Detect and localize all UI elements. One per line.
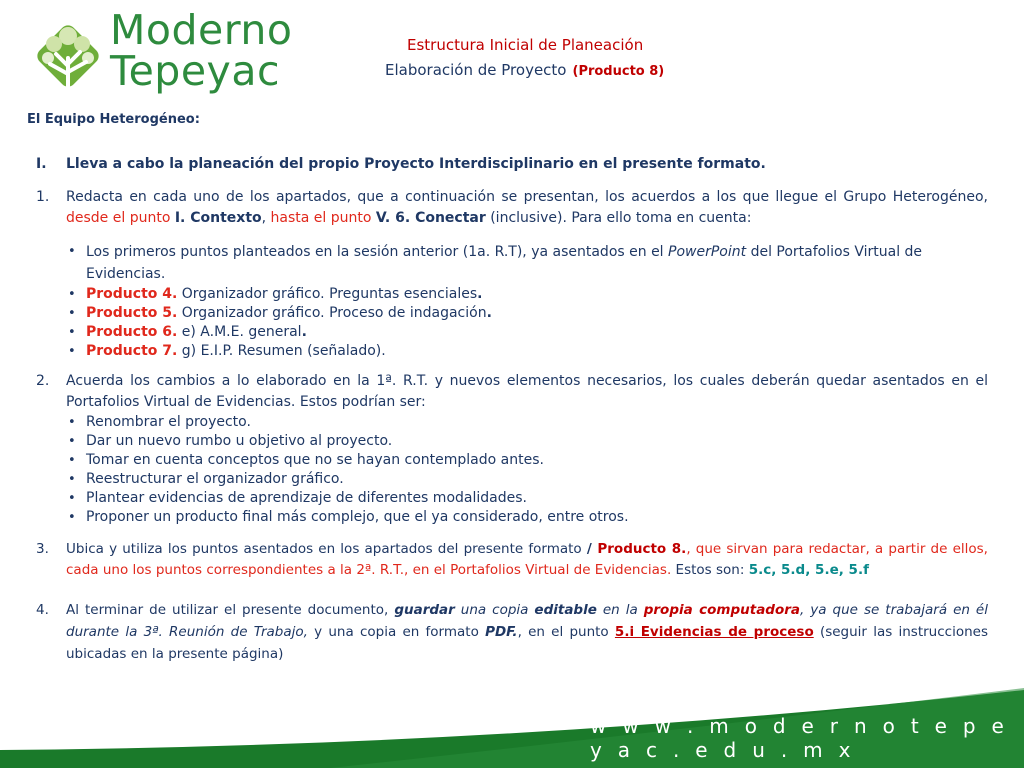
instruction-number: 1.: [36, 189, 50, 205]
instruction-I: [36, 154, 988, 181]
instruction-text: y una copia en formato: [307, 624, 486, 640]
instruction-text: Redacta en cada uno de los apartados, que a continuación se presentan, los acuerdos a los que llegue el Grupo Heterogéneo,: [66, 189, 988, 205]
product-label: Producto 6.: [86, 324, 178, 340]
instruction-text: (seguir las instrucciones ubicadas en la presente página): [66, 624, 988, 662]
brand-name: [110, 6, 293, 95]
list-item: [36, 323, 988, 342]
instruction-number: 2.: [36, 373, 50, 389]
tree-logo-icon: [26, 14, 110, 98]
product-tag: (Producto 8): [572, 64, 665, 79]
list-item-end: .: [486, 305, 492, 321]
instruction-text-bold: I. Contexto: [174, 210, 262, 226]
list-item: [36, 241, 988, 285]
product-label: Producto 5.: [86, 305, 178, 321]
instruction-codes: 5.c, 5.d, 5.e, 5.f: [748, 562, 869, 578]
instruction-text-highlight: desde el punto: [66, 210, 175, 226]
instruction-number: 3.: [36, 541, 49, 557]
product-label: Producto 4.: [86, 286, 178, 302]
list-item-text: e) A.M.E. general: [177, 324, 302, 340]
instruction-text-bold: guardar: [394, 602, 455, 618]
instruction-text-highlight: propia computadora: [643, 602, 801, 618]
list-item-text: Los primeros puntos planteados en la sesión anterior (1a. R.T), ya asentados en el: [86, 244, 669, 260]
instruction-3: [36, 539, 988, 581]
brand-logo: [26, 6, 316, 95]
list-item: [36, 304, 988, 323]
instruction-number: I.: [36, 156, 47, 172]
instruction-text: Al terminar de utilizar el presente documento,: [66, 602, 395, 618]
section-heading: El Equipo Heterogéneo:: [27, 112, 200, 127]
instruction-text-bold: /: [586, 541, 598, 557]
instruction-4: [36, 599, 988, 665]
page-subtitle: [385, 61, 664, 79]
list-item-end: .: [301, 324, 307, 340]
list-item: [36, 285, 988, 304]
list-item: • Reestructurar el organizador gráfico.: [36, 470, 988, 489]
brand-name-line2: Tepeyac: [110, 47, 280, 95]
website-url[interactable]: w w w . m o d e r n o t e p e y a c . e d u . m x: [590, 714, 1009, 762]
list-item-end: .: [477, 286, 483, 302]
list-item-text: g) E.I.P. Resumen (señalado).: [177, 343, 386, 359]
instruction-number: 4.: [36, 602, 49, 618]
list-item-text: Organizador gráfico. Proceso de indagación: [177, 305, 487, 321]
instruction-text: , en el punto: [517, 624, 615, 640]
evidence-link[interactable]: 5.i Evidencias de proceso: [614, 624, 814, 640]
instruction-text-italic: en la: [596, 602, 644, 618]
instruction-2: [36, 371, 988, 413]
list-item: • Tomar en cuenta conceptos que no se hayan contemplado antes.: [36, 451, 988, 470]
subtitle-text: Elaboración de Proyecto: [385, 61, 567, 79]
instruction-text-highlight: hasta el punto: [270, 210, 376, 226]
instruction-1: [36, 187, 988, 229]
instruction-text: Estos son:: [671, 562, 749, 578]
instruction-text-italic: una copia: [454, 602, 535, 618]
list-item-text: del Portafolios Virtual de: [746, 244, 923, 260]
list-item-text: Organizador gráfico. Preguntas esenciales: [177, 286, 478, 302]
instruction-text: Ubica y utiliza los puntos asentados en los apartados del presente formato: [66, 541, 587, 557]
list-item: [36, 342, 988, 361]
brand-name-line1: Moderno: [110, 6, 293, 54]
instructions-body: [36, 154, 988, 665]
instruction-text: Lleva a cabo la planeación del propio Proyecto Interdisciplinario en el presente formato.: [66, 156, 766, 172]
page-title: Estructura Inicial de Planeación: [407, 36, 644, 54]
list-item: • Plantear evidencias de aprendizaje de diferentes modalidades.: [36, 489, 988, 508]
list-item: • Proponer un producto final más complejo, que el ya considerado, entre otros.: [36, 508, 988, 527]
list-item-text-italic: PowerPoint: [668, 244, 747, 260]
instruction-text-italic: , ya que se trabajará en él durante la 3ª. Reunión de Trabajo,: [66, 602, 988, 640]
instruction-text-bold: editable: [534, 602, 597, 618]
list-item: • Dar un nuevo rumbo u objetivo al proyecto.: [36, 432, 988, 451]
product-label: Producto 7.: [86, 343, 178, 359]
instruction-text: ,: [261, 210, 271, 226]
instruction-text-highlight: , que sirvan para redactar, a partir de ellos, cada uno los puntos correspondientes a la 2ª. R.T., en el Portafolios Virtual de Evidencias.: [66, 541, 988, 578]
instruction-text-bold: PDF.: [485, 624, 518, 640]
instruction-text: Acuerda los cambios a lo elaborado en la 1ª. R.T. y nuevos elementos necesarios, los cuales deberán quedar asentados en el Portafolios Virtual de Evidencias. Estos podrían ser:: [66, 373, 988, 410]
list-item: • Renombrar el proyecto.: [36, 413, 988, 432]
product-label: Producto 8.: [597, 541, 687, 557]
list-item-text: Evidencias.: [86, 266, 166, 282]
instruction-text-bold: V. 6. Conectar: [375, 210, 486, 226]
instruction-text: (inclusive). Para ello toma en cuenta:: [485, 210, 752, 226]
